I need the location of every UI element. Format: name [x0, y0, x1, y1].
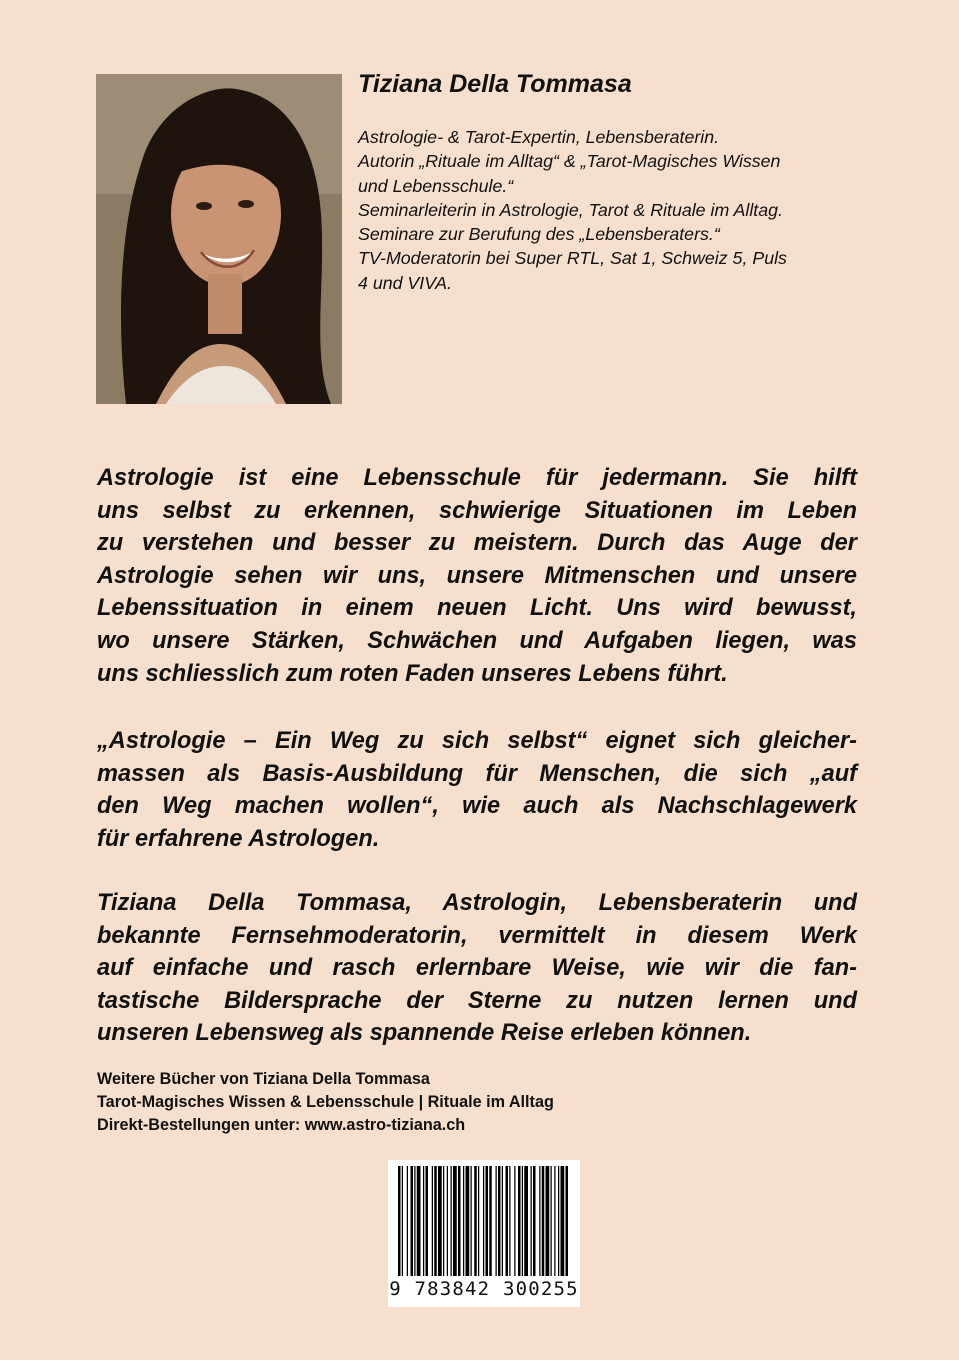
blurb-line: unseren Lebensweg als spannende Reise erleben können. [97, 1020, 752, 1047]
barcode-bars [396, 1166, 572, 1278]
blurb-line: Astrologie ist eine Lebensschule für jedermann. Sie hilft [97, 465, 857, 491]
blurb-line: Astrologie sehen wir uns, unsere Mitmenschen und unsere [97, 562, 857, 589]
author-bio [358, 125, 888, 295]
blurb-line: auf einfache und rasch erlernbare Weise, wie wir die fan- [97, 955, 857, 982]
bio-line: Autorin „Rituale im Alltag“ & „Tarot-Magisches Wissen [358, 151, 781, 172]
barcode [388, 1160, 580, 1307]
author-portrait-illustration [96, 74, 342, 404]
blurb-line: wo unsere Stärken, Schwächen und Aufgaben liegen, was [97, 627, 857, 654]
bio-line: Seminarleiterin in Astrologie, Tarot & Rituale im Alltag. [358, 199, 783, 220]
author-photo [96, 74, 342, 404]
blurb-line: Tiziana Della Tommasa, Astrologin, Lebensberaterin und [97, 890, 857, 916]
blurb-line: für erfahrene Astrologen. [97, 825, 380, 852]
bio-line: Astrologie- & Tarot-Expertin, Lebensberaterin. [358, 127, 720, 147]
blurb-line: tastische Bildersprache der Sterne zu nutzen lernen und [97, 987, 857, 1014]
blurb-line: den Weg machen wollen“, wie auch als Nachschlagewerk [97, 793, 857, 820]
more-books-titles: Tarot-Magisches Wissen & Lebensschule | Rituale im Alltag [97, 1092, 554, 1111]
isbn-number: 9 783842 300255 [389, 1278, 579, 1300]
bio-line: Seminare zur Berufung des „Lebensberaters.“ [358, 224, 720, 245]
blurb-paragraph-1 [97, 462, 857, 690]
blurb-paragraph-3 [97, 887, 857, 1050]
bio-line: und Lebensschule.“ [358, 175, 514, 196]
blurb-line: uns selbst zu erkennen, schwierige Situationen im Leben [97, 497, 857, 524]
blurb-line: massen als Basis-Ausbildung für Menschen, die sich „auf [97, 760, 857, 787]
blurb-paragraph-2 [97, 725, 857, 855]
blurb-line: bekannte Fernsehmoderatorin, vermittelt in diesem Werk [97, 922, 857, 949]
blurb-line: uns schliesslich zum roten Faden unseres Lebens führt. [97, 660, 728, 687]
blurb-line: zu verstehen und besser zu meistern. Durch das Auge der [97, 530, 857, 557]
order-link[interactable]: Direkt-Bestellungen unter: www.astro-tiziana.ch [97, 1115, 466, 1134]
blurb-line: Lebenssituation in einem neuen Licht. Uns wird bewusst, [97, 595, 857, 622]
bio-line: TV-Moderatorin bei Super RTL, Sat 1, Schweiz 5, Puls [358, 248, 787, 269]
more-books-heading: Weitere Bücher von Tiziana Della Tommasa [97, 1070, 430, 1088]
blurb-line: „Astrologie – Ein Weg zu sich selbst“ eignet sich gleicher- [97, 728, 857, 754]
bio-line: 4 und VIVA. [358, 272, 452, 293]
author-name: Tiziana Della Tommasa [358, 70, 632, 98]
more-books-info [97, 1068, 554, 1136]
